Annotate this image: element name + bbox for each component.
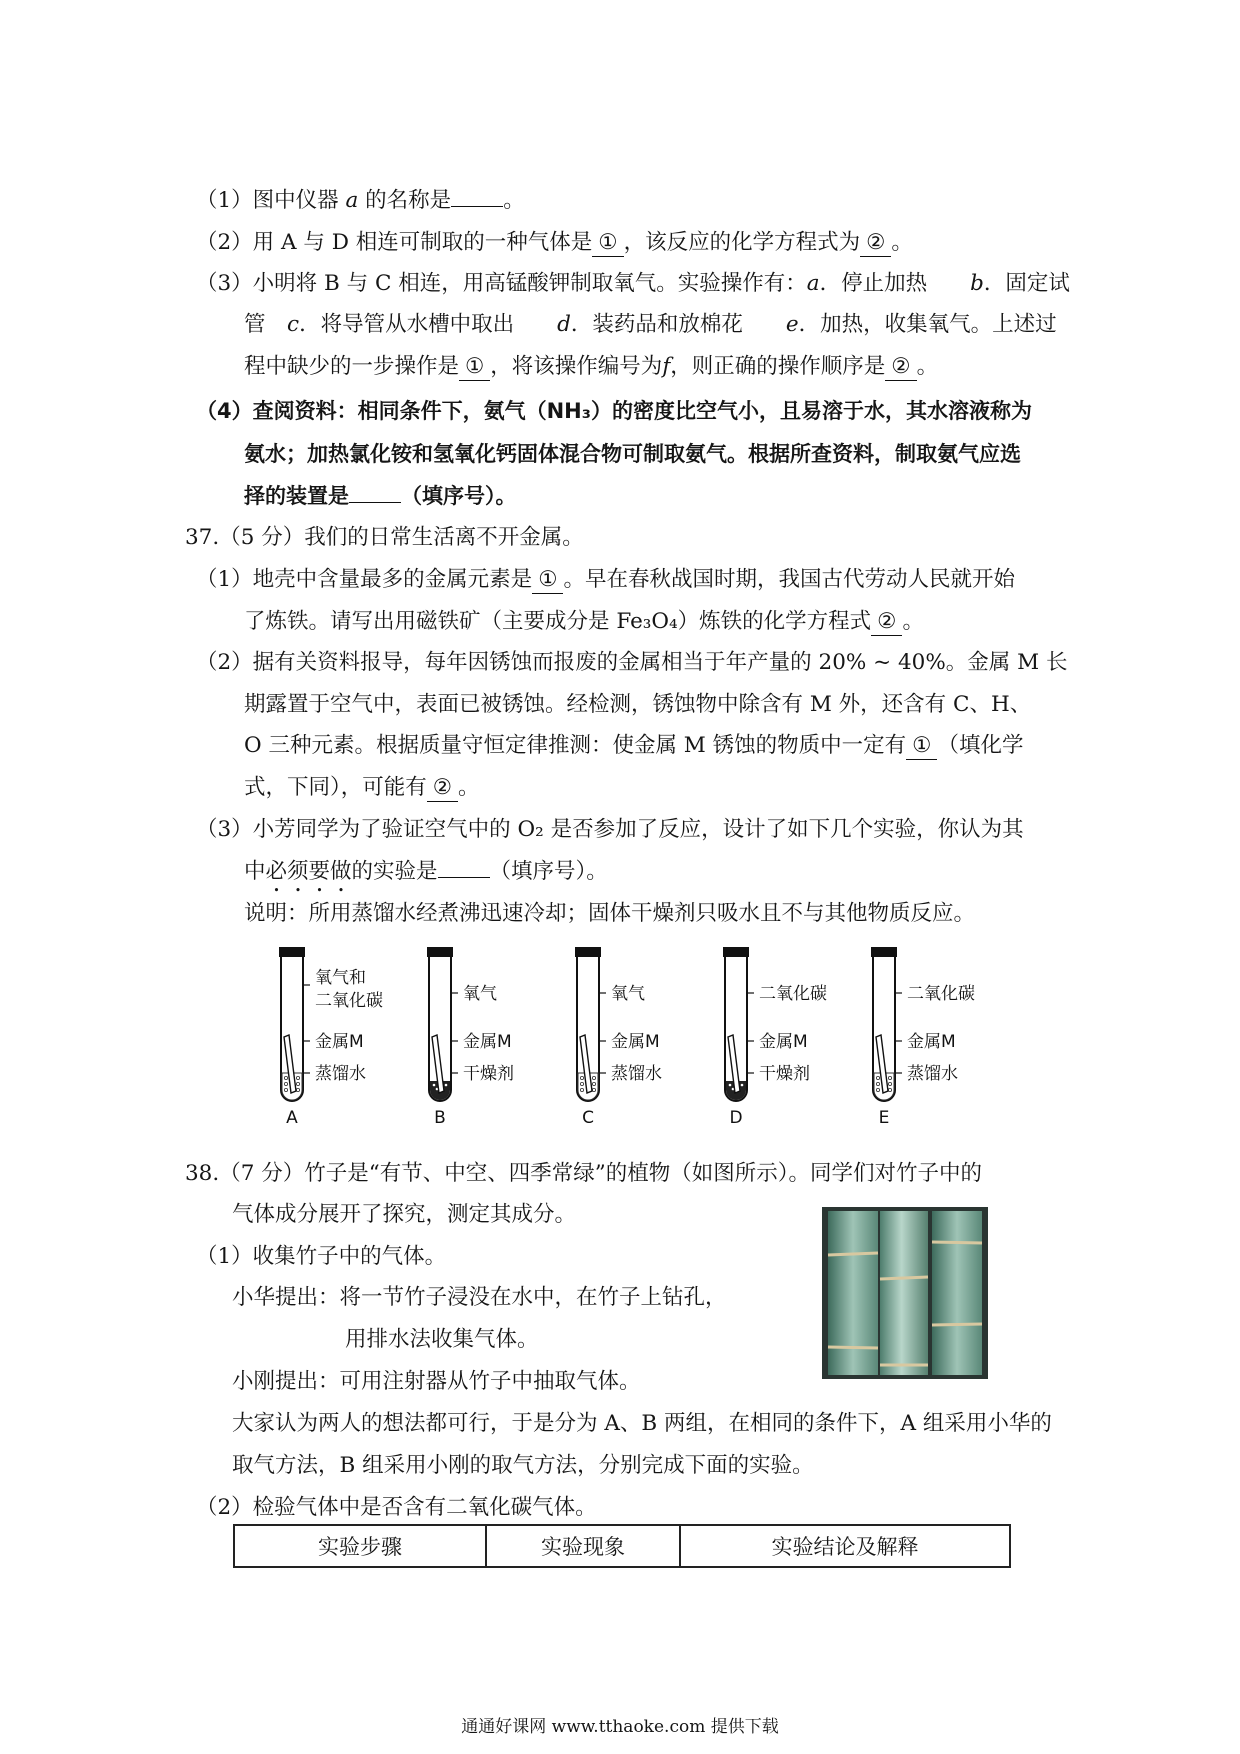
water-bubble [580, 1088, 583, 1091]
table-header-row [234, 1525, 1010, 1567]
tube-gas-label: 二氧化碳 [759, 984, 827, 1004]
q37-note: 说明：所用蒸馏水经煮沸迅速冷却；固体干燥剂只吸水且不与其他物质反应。 [244, 901, 976, 926]
q36-part3-l2a: 管 [244, 312, 288, 337]
water-bubble [876, 1076, 879, 1079]
q37-part3-line2 [244, 857, 608, 897]
tube-id-label: E [878, 1108, 890, 1128]
q36-part4-l3b: （填序号）。 [401, 484, 517, 508]
water-bubble [284, 1082, 287, 1085]
q36-part2-blank1[interactable]: ① [592, 230, 623, 257]
q36-part2-end: 。 [891, 230, 913, 255]
q37-part1-l1a: （1）地壳中含量最多的金属元素是 [196, 567, 533, 592]
q36-part4-line2: 氨水；加热氯化铵和氢氧化钙固体混合物可制取氨气。根据所查资料，制取氨气应选 [244, 442, 1021, 466]
water-bubble [284, 1076, 287, 1079]
q38-gang-line: 小刚提出：可用注射器从竹子中抽取气体。 [232, 1369, 641, 1394]
q36-part2 [196, 228, 913, 258]
page-footer: 通通好课网 www.tthaoke.com 提供下载 [461, 1717, 779, 1737]
test-tube-group [279, 947, 975, 1128]
water-bubble [876, 1082, 879, 1085]
tube-metal-label: 金属M [463, 1032, 512, 1052]
q38-part1: （1）收集竹子中的气体。 [196, 1244, 447, 1269]
tube-stopper [427, 947, 453, 957]
q37-part2-line4 [244, 773, 480, 803]
test-tube-B [427, 947, 514, 1128]
q36-part2-text: （2）用 A 与 D 相连可制取的一种气体是 [196, 230, 593, 255]
test-tube-D [723, 947, 827, 1128]
q37-part3-line1: （3）小芳同学为了验证空气中的 O₂ 是否参加了反应，设计了如下几个实验，你认为其 [196, 817, 1024, 842]
tube-metal-label: 金属M [759, 1032, 808, 1052]
q36-part3-l1b: a [806, 271, 820, 296]
q37-part1-l2c: 。 [902, 609, 924, 634]
tube-bottom-label: 蒸馏水 [907, 1064, 958, 1084]
q36-part4-blank[interactable] [349, 502, 401, 503]
q36-part3-l3a: 程中缺少的一步操作是 [244, 354, 460, 379]
tube-stopper [723, 947, 749, 957]
tube-gas-label: 二氧化碳 [907, 984, 975, 1004]
q36-part3-l3g: 。 [916, 354, 939, 379]
tube-metal-label: 金属M [907, 1032, 956, 1052]
q36-part3-l2c: ．将导管从水槽中取出 [299, 312, 558, 337]
q36-part3-l2g: ．加热，收集氧气。上述过 [798, 312, 1057, 337]
q38-hua-line1: 小华提出：将一节竹子浸没在水中，在竹子上钻孔， [232, 1285, 727, 1310]
q37-part2-blank1[interactable]: ① [906, 733, 937, 760]
q37-part3-blank[interactable] [438, 877, 490, 878]
q37-part2-l3c: （填化学 [937, 733, 1024, 758]
tube-id-label: B [434, 1108, 446, 1128]
tube-id-label: D [729, 1108, 743, 1128]
water-bubble [580, 1076, 583, 1079]
q38-all-line1: 大家认为两人的想法都可行，于是分为 A、B 两组，在相同的条件下，A 组采用小华的 [232, 1411, 1052, 1436]
q36-part3-l2f: e [785, 312, 799, 337]
q36-part3-l2e: ．装药品和放棉花 [570, 312, 786, 337]
test-tube-C [575, 947, 662, 1128]
metal-strip [876, 1035, 888, 1093]
q38-all-line2: 取气方法，B 组采用小刚的取气方法，分别完成下面的实验。 [232, 1453, 814, 1478]
tube-stopper [279, 947, 305, 957]
q37-part1-line1 [196, 565, 1015, 595]
q38-part2: （2）检验气体中是否含有二氧化碳气体。 [196, 1495, 597, 1520]
q36-part2-blank2[interactable]: ② [860, 230, 891, 257]
q37-part3-emphasis: 必须要做 [265, 859, 352, 884]
tube-stopper [575, 947, 601, 957]
desiccant-grain [741, 1084, 744, 1087]
q36-part3-l3c: ，将该操作编号为 [490, 354, 663, 379]
tube-bottom-label: 干燥剂 [759, 1064, 810, 1084]
q36-part3-l2b: c [287, 312, 300, 337]
q37-part1-l1c: 。早在春秋战国时期，我国古代劳动人民就开始 [563, 567, 1015, 592]
q36-part3-blank1[interactable]: ① [459, 354, 490, 381]
water-bubble [296, 1076, 299, 1079]
water-bubble [876, 1088, 879, 1091]
q38-line2: 气体成分展开了探究，测定其成分。 [232, 1202, 577, 1227]
q37-part2-l3a: O 三种元素。根据质量守恒定律推测：使金属 M 锈蚀的物质中一定有 [244, 733, 907, 758]
q36-part1-blank[interactable] [451, 206, 503, 207]
tube-metal-label: 金属M [315, 1032, 364, 1052]
water-bubble [888, 1082, 891, 1085]
tube-bottom-label: 干燥剂 [463, 1064, 514, 1084]
desiccant-grain [433, 1084, 436, 1087]
table-header-steps: 实验步骤 [234, 1525, 486, 1567]
q38-line1: 38.（7 分）竹子是“有节、中空、四季常绿”的植物（如图所示）。同学们对竹子中的 [185, 1161, 982, 1186]
q37-part3-l2c: 的实验是 [351, 859, 438, 884]
water-bubble [284, 1088, 287, 1091]
q36-part4-line1: （4）查阅资料：相同条件下，氨气（NH₃）的密度比空气小，且易溶于水，其水溶液称为 [196, 399, 1032, 423]
q37-part3-l2d: （填序号）。 [489, 859, 608, 884]
tube-gas-label: 氧气 [463, 984, 497, 1004]
q37-part1-line2 [244, 607, 924, 637]
tube-id-label: A [286, 1108, 298, 1128]
q38-hua-line2: 用排水法收集气体。 [345, 1327, 539, 1352]
q36-part1-text: （1）图中仪器 [196, 188, 346, 213]
water-bubble [592, 1088, 595, 1091]
water-bubble [296, 1088, 299, 1091]
q36-part3-l1e: ．固定试 [983, 271, 1070, 296]
q36-part3-blank2[interactable]: ② [885, 354, 916, 381]
water-bubble [888, 1076, 891, 1079]
tube-gas-label-2: 二氧化碳 [315, 991, 383, 1011]
q37-part1-blank2[interactable]: ② [871, 609, 902, 636]
q37-part3-l2a: 中 [244, 859, 266, 884]
table-header-phenomena: 实验现象 [486, 1525, 680, 1567]
q37-part2-l4a: 式，下同），可能有 [244, 775, 427, 800]
q36-part3-l1c: ．停止加热 [819, 271, 971, 296]
q37-part2-line2: 期露置于空气中，表面已被锈蚀。经检测，锈蚀物中除含有 M 外，还含有 C、H、 [244, 692, 1032, 717]
q36-part3-line3 [244, 352, 938, 382]
tube-bottom-label: 蒸馏水 [611, 1064, 662, 1084]
tube-stopper [871, 947, 897, 957]
q36-part1 [196, 186, 525, 216]
q36-part4-l3a: 择的装置是 [244, 484, 349, 508]
water-bubble [592, 1076, 595, 1079]
tube-id-label: C [582, 1108, 594, 1128]
q37-part2-line3 [244, 731, 1023, 761]
bamboo-photo [822, 1207, 988, 1379]
q36-part1-var: a [345, 188, 359, 213]
experiment-table [233, 1524, 1011, 1568]
desiccant-grain [729, 1084, 732, 1087]
test-tube-E [871, 947, 975, 1128]
metal-strip [580, 1035, 592, 1093]
tube-gas-label: 氧气 [611, 984, 645, 1004]
water-bubble [592, 1082, 595, 1085]
q36-part2-mid: ，该反应的化学方程式为 [623, 230, 861, 255]
q36-part3-l3d: f [662, 354, 671, 379]
q36-part3-line2 [244, 310, 1057, 340]
table-header-conclusion: 实验结论及解释 [680, 1525, 1010, 1567]
q36-part3-l1a: （3）小明将 B 与 C 相连，用高锰酸钾制取氧气。实验操作有： [196, 271, 807, 296]
tube-bottom-label: 蒸馏水 [315, 1064, 366, 1084]
q36-part3-l2d: d [557, 312, 571, 337]
q36-part1-end: 。 [503, 188, 525, 213]
q37-part2-line1: （2）据有关资料报导，每年因锈蚀而报废的金属相当于年产量的 20% ~ 40%。金属 M 长 [196, 650, 1068, 675]
metal-strip [284, 1035, 296, 1093]
q36-part4-line3 [244, 481, 517, 511]
q36-part3-l1d: b [970, 271, 984, 296]
test-tube-figure [270, 945, 1010, 1130]
tube-gas-label: 氧气和 [315, 968, 366, 988]
desiccant-grain [445, 1084, 448, 1087]
q37-part2-blank2[interactable]: ② [427, 775, 458, 802]
q36-part3-l3e: ，则正确的操作顺序是 [670, 354, 886, 379]
q37-part1-l2a: 了炼铁。请写出用磁铁矿（主要成分是 Fe₃O₄）炼铁的化学方程式 [244, 609, 872, 634]
water-bubble [296, 1082, 299, 1085]
q36-part1-text2: 的名称是 [358, 188, 452, 213]
tube-metal-label: 金属M [611, 1032, 660, 1052]
q37-title: 37.（5 分）我们的日常生活离不开金属。 [185, 525, 584, 550]
test-tube-A [279, 947, 383, 1128]
q37-part1-blank1[interactable]: ① [532, 567, 563, 594]
water-bubble [580, 1082, 583, 1085]
water-bubble [888, 1088, 891, 1091]
q37-part2-l4c: 。 [458, 775, 480, 800]
q36-part3-line1 [196, 269, 1070, 299]
